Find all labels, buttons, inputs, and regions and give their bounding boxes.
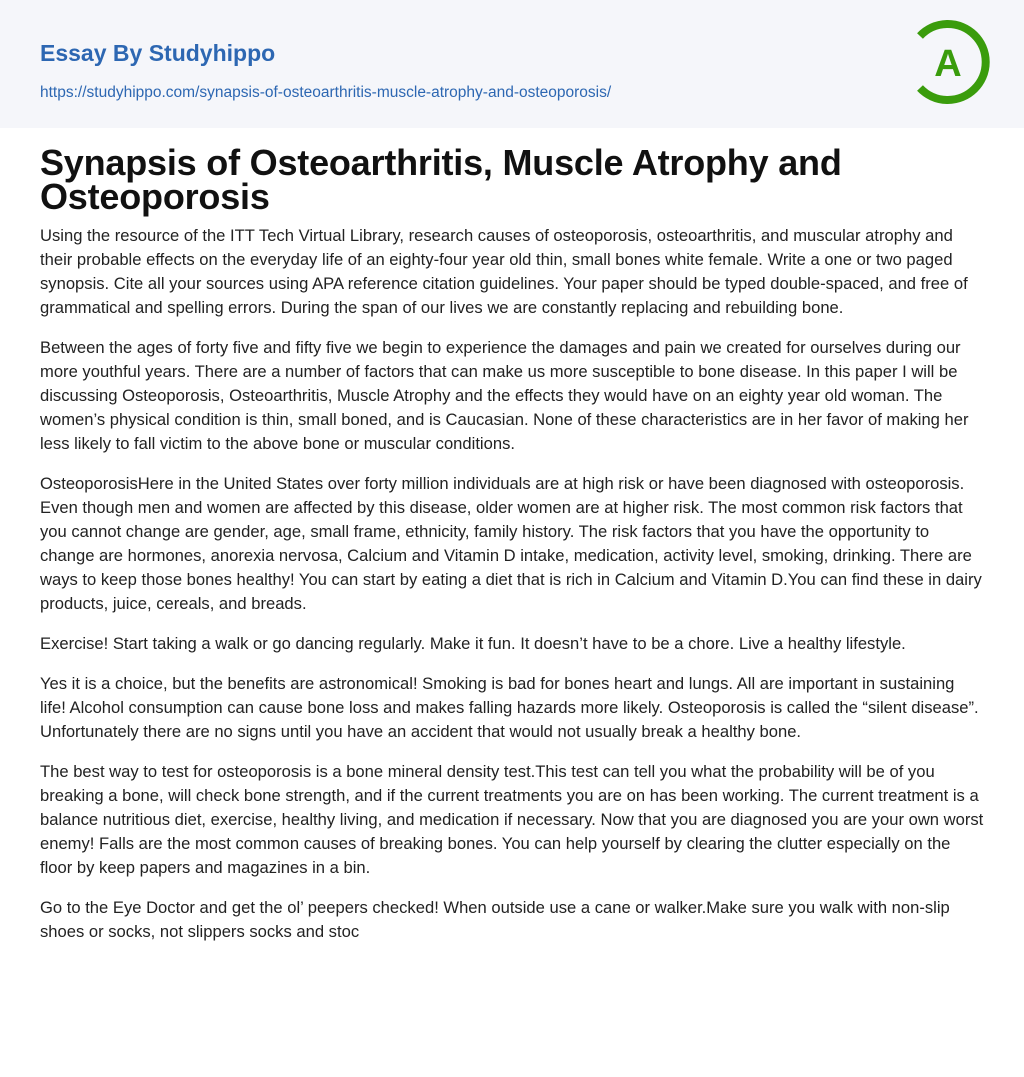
studyhippo-logo-icon[interactable] xyxy=(904,18,992,106)
site-title[interactable]: Essay By Studyhippo xyxy=(40,40,276,66)
paragraph: Exercise! Start taking a walk or go dancing regularly. Make it fun. It doesn’t have to be a chore. Live a healthy lifestyle. xyxy=(40,634,906,653)
logo-letter: A xyxy=(934,43,962,85)
paragraph: Yes it is a choice, but the benefits are astronomical! Smoking is bad for bones heart and lungs. All are important in sustaining life! Alcohol consumption can cause bone loss and makes falling hazards more likely. Osteoporosis is called the “silent disease”. Unfortunately there are no signs until you have an accident that would not usually break a healthy bone. xyxy=(40,674,979,741)
article xyxy=(0,128,1024,944)
paragraph: OsteoporosisHere in the United States over forty million individuals are at high risk or have been diagnosed with osteoporosis. Even though men and women are affected by this disease, older women are at higher risk. The most common risk factors that you cannot change are gender, age, small frame, ethnicity, family history. The risk factors that you have the opportunity to change are hormones, anorexia nervosa, Calcium and Vitamin D intake, medication, activity level, smoking, drinking. There are ways to keep those bones healthy! You can start by eating a diet that is rich in Calcium and Vitamin D.You can find these in dairy products, juice, cereals, and breads. xyxy=(40,474,982,613)
paragraph: The best way to test for osteoporosis is a bone mineral density test.This test can tell you what the probability will be of you breaking a bone, will check bone strength, and if the current treatments you are on has been working. The current treatment is a balance nutritious diet, exercise, healthy living, and medication if necessary. Now that you are diagnosed you are your own worst enemy! Falls are the most common causes of breaking bones. You can help yourself by clearing the clutter especially on the floor by keep papers and magazines in a bin. xyxy=(40,762,984,877)
paragraph: Between the ages of forty five and fifty five we begin to experience the damages and pain we created for ourselves during our more youthful years. There are a number of factors that can make us more susceptible to bone disease. In this paper I will be discussing Osteoporosis, Osteoarthritis, Muscle Atrophy and the effects they would have on an eighty year old woman. The women’s physical condition is thin, small boned, and is Caucasian. None of these characteristics are in her favor of making her less likely to fall victim to the above bone or muscular conditions. xyxy=(40,338,969,453)
article-title: Synapsis of Osteoarthritis, Muscle Atrophy and Osteoporosis xyxy=(40,142,842,217)
page-header xyxy=(0,0,1024,128)
paragraph: Using the resource of the ITT Tech Virtual Library, research causes of osteoporosis, osteoarthritis, and muscular atrophy and their probable effects on the everyday life of an eighty-four year old thin, small bones white female. Write a one or two paged synopsis. Cite all your sources using APA reference citation guidelines. Your paper should be typed double-spaced, and free of grammatical and spelling errors. During the span of our lives we are constantly replacing and rebuilding bone. xyxy=(40,226,968,317)
paragraph: Go to the Eye Doctor and get the ol’ peepers checked! When outside use a cane or walker.Make sure you walk with non-slip shoes or socks, not slippers socks and stoc xyxy=(40,898,950,941)
essay-url-link[interactable]: https://studyhippo.com/synapsis-of-osteoarthritis-muscle-atrophy-and-osteoporosis/ xyxy=(40,84,612,101)
